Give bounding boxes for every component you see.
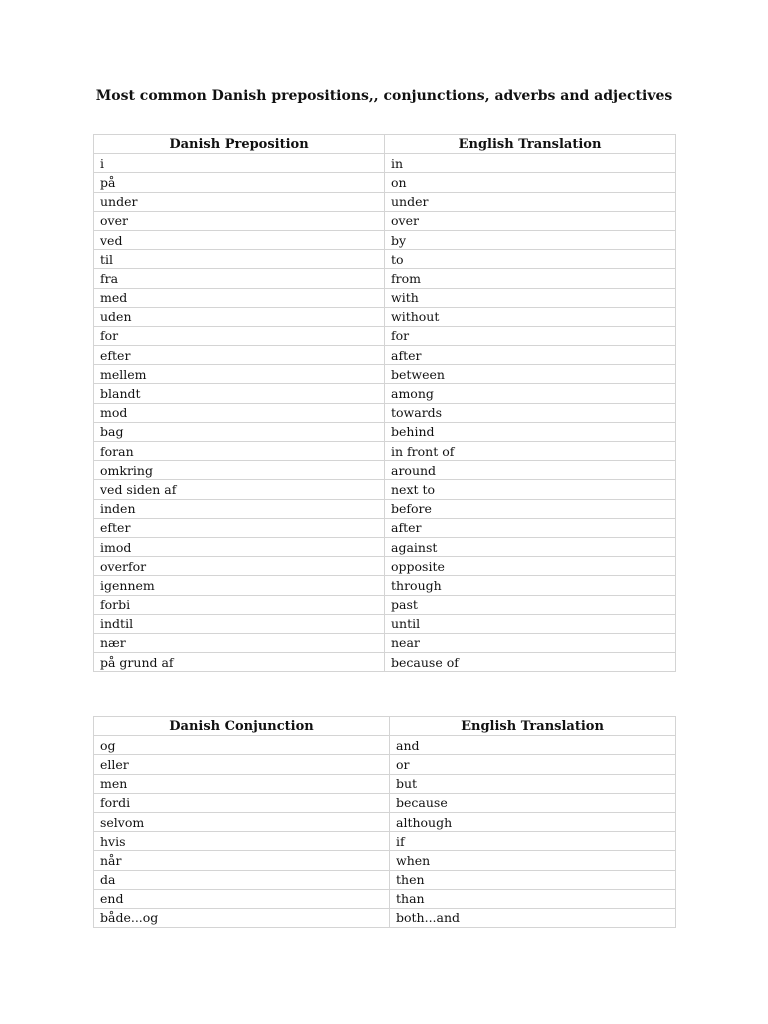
danish-cell: efter xyxy=(94,346,385,365)
danish-cell: indtil xyxy=(94,614,385,633)
table-row xyxy=(94,230,676,249)
table-row xyxy=(94,192,676,211)
english-cell: in xyxy=(385,154,676,173)
english-cell: next to xyxy=(385,480,676,499)
english-cell: because xyxy=(390,793,676,812)
table-row xyxy=(94,403,676,422)
english-cell: until xyxy=(385,614,676,633)
danish-cell: ved xyxy=(94,230,385,249)
danish-cell: foran xyxy=(94,442,385,461)
table-header-row xyxy=(94,135,676,154)
english-cell: near xyxy=(385,633,676,652)
english-cell: because of xyxy=(385,653,676,672)
table-row xyxy=(94,154,676,173)
english-cell: around xyxy=(385,461,676,480)
table-row xyxy=(94,365,676,384)
english-cell: under xyxy=(385,192,676,211)
table-row xyxy=(94,211,676,230)
table-row xyxy=(94,288,676,307)
table-row xyxy=(94,250,676,269)
english-cell: in front of xyxy=(385,442,676,461)
conjunctions-table xyxy=(93,716,676,928)
danish-cell: efter xyxy=(94,518,385,537)
english-cell: without xyxy=(385,307,676,326)
table-row xyxy=(94,346,676,365)
table-row xyxy=(94,537,676,556)
prepositions-table xyxy=(93,134,676,672)
english-cell: from xyxy=(385,269,676,288)
table-row xyxy=(94,736,676,755)
danish-cell: inden xyxy=(94,499,385,518)
english-cell: after xyxy=(385,346,676,365)
danish-cell: ved siden af xyxy=(94,480,385,499)
table-row xyxy=(94,326,676,345)
danish-cell: til xyxy=(94,250,385,269)
english-cell: and xyxy=(390,736,676,755)
english-cell: behind xyxy=(385,422,676,441)
english-cell: through xyxy=(385,576,676,595)
table-row xyxy=(94,653,676,672)
table-row xyxy=(94,595,676,614)
danish-cell: selvom xyxy=(94,812,390,831)
table-row xyxy=(94,889,676,908)
english-cell: past xyxy=(385,595,676,614)
danish-cell: over xyxy=(94,211,385,230)
column-header-danish: Danish Preposition xyxy=(94,135,385,154)
danish-cell: blandt xyxy=(94,384,385,403)
table-row xyxy=(94,793,676,812)
english-cell: than xyxy=(390,889,676,908)
danish-cell: uden xyxy=(94,307,385,326)
danish-cell: mellem xyxy=(94,365,385,384)
english-cell: if xyxy=(390,832,676,851)
english-cell: among xyxy=(385,384,676,403)
danish-cell: eller xyxy=(94,755,390,774)
danish-cell: med xyxy=(94,288,385,307)
danish-cell: bag xyxy=(94,422,385,441)
english-cell: after xyxy=(385,518,676,537)
english-cell: between xyxy=(385,365,676,384)
table-row xyxy=(94,422,676,441)
table-row xyxy=(94,633,676,652)
table-row xyxy=(94,812,676,831)
table-row xyxy=(94,557,676,576)
danish-cell: både...og xyxy=(94,908,390,927)
table-row xyxy=(94,499,676,518)
danish-cell: men xyxy=(94,774,390,793)
danish-cell: mod xyxy=(94,403,385,422)
table-row xyxy=(94,480,676,499)
danish-cell: når xyxy=(94,851,390,870)
english-cell: over xyxy=(385,211,676,230)
danish-cell: omkring xyxy=(94,461,385,480)
table-row xyxy=(94,442,676,461)
danish-cell: forbi xyxy=(94,595,385,614)
danish-cell: og xyxy=(94,736,390,755)
table-row xyxy=(94,269,676,288)
english-cell: on xyxy=(385,173,676,192)
danish-cell: da xyxy=(94,870,390,889)
table-row xyxy=(94,870,676,889)
table-row xyxy=(94,614,676,633)
column-header-danish: Danish Conjunction xyxy=(94,717,390,736)
page-title: Most common Danish prepositions,, conjunctions, adverbs and adjectives xyxy=(95,88,673,104)
table-row xyxy=(94,173,676,192)
danish-cell: i xyxy=(94,154,385,173)
table-row xyxy=(94,832,676,851)
english-cell: against xyxy=(385,537,676,556)
danish-cell: på grund af xyxy=(94,653,385,672)
english-cell: both...and xyxy=(390,908,676,927)
danish-cell: fra xyxy=(94,269,385,288)
table-row xyxy=(94,851,676,870)
table-row xyxy=(94,461,676,480)
danish-cell: nær xyxy=(94,633,385,652)
danish-cell: end xyxy=(94,889,390,908)
danish-cell: overfor xyxy=(94,557,385,576)
danish-cell: under xyxy=(94,192,385,211)
danish-cell: igennem xyxy=(94,576,385,595)
table-row xyxy=(94,518,676,537)
table-row xyxy=(94,755,676,774)
english-cell: opposite xyxy=(385,557,676,576)
english-cell: to xyxy=(385,250,676,269)
danish-cell: for xyxy=(94,326,385,345)
table-row xyxy=(94,774,676,793)
english-cell: when xyxy=(390,851,676,870)
column-header-english: English Translation xyxy=(385,135,676,154)
danish-cell: imod xyxy=(94,537,385,556)
danish-cell: hvis xyxy=(94,832,390,851)
english-cell: for xyxy=(385,326,676,345)
table-row xyxy=(94,307,676,326)
table-header-row xyxy=(94,717,676,736)
english-cell: with xyxy=(385,288,676,307)
table-row xyxy=(94,384,676,403)
english-cell: although xyxy=(390,812,676,831)
danish-cell: fordi xyxy=(94,793,390,812)
english-cell: by xyxy=(385,230,676,249)
danish-cell: på xyxy=(94,173,385,192)
english-cell: then xyxy=(390,870,676,889)
table-row xyxy=(94,908,676,927)
english-cell: but xyxy=(390,774,676,793)
table-row xyxy=(94,576,676,595)
english-cell: or xyxy=(390,755,676,774)
english-cell: before xyxy=(385,499,676,518)
column-header-english: English Translation xyxy=(390,717,676,736)
english-cell: towards xyxy=(385,403,676,422)
